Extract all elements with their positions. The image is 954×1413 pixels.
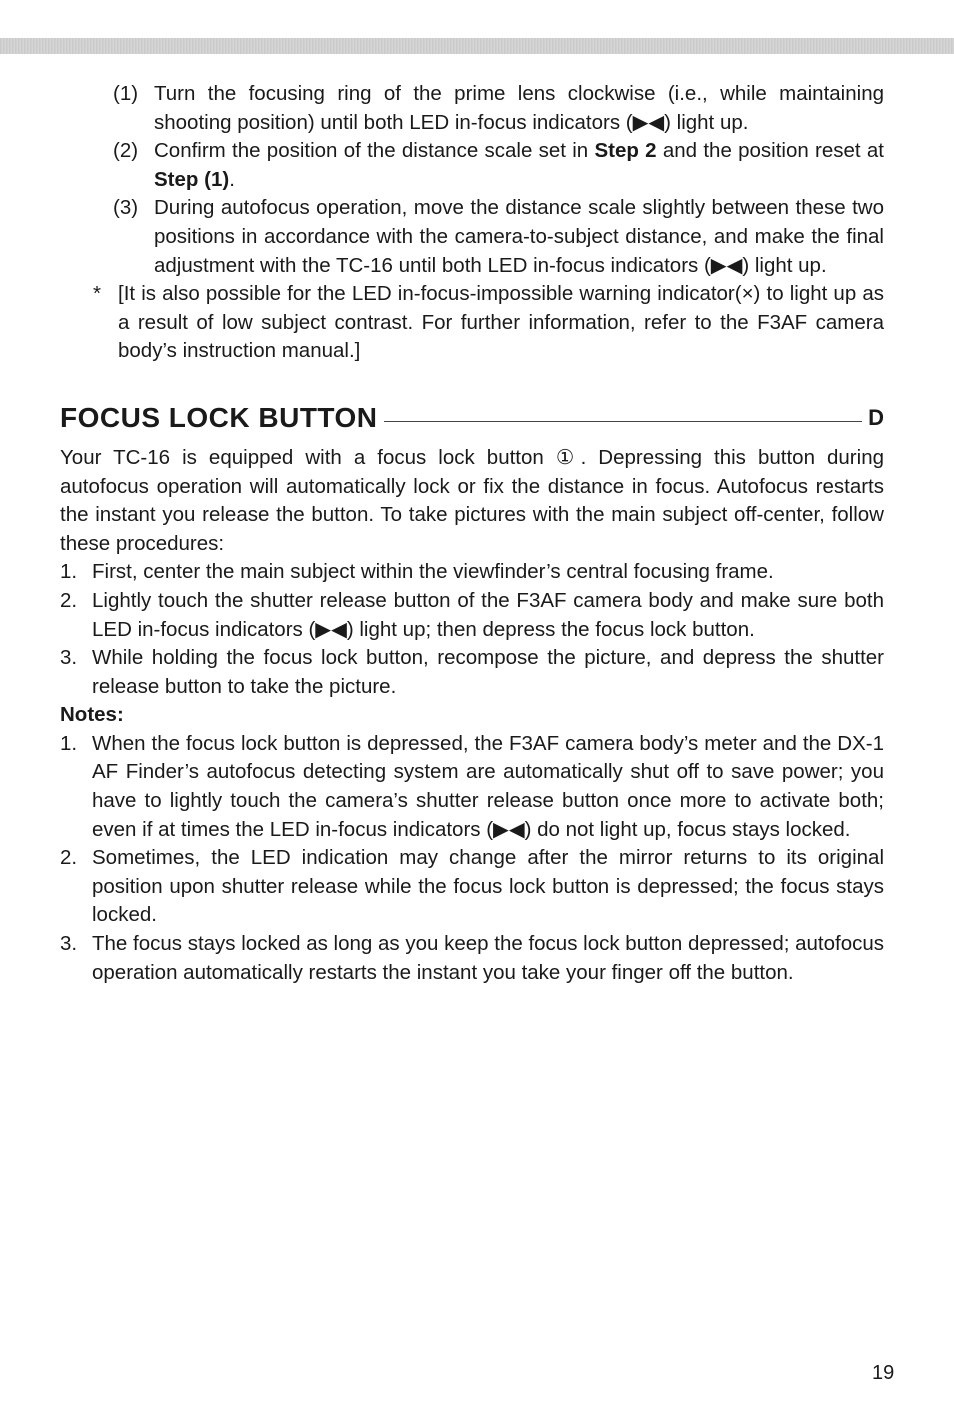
scan-edge-band [0,38,954,54]
step-item-1 [60,80,884,137]
procedure-number: 1. [60,560,78,584]
note-text: The focus stays locked as long as you keep the focus lock button depressed; autofocus operation automatically restarts the instant you take your finger off the button. [92,932,885,984]
heading-mark: D [868,404,884,430]
step-ref-bold: Step (1) [154,167,230,191]
heading-rule-line [384,421,863,422]
procedure-number: 2. [60,588,78,612]
section-heading: FOCUS LOCK BUTTON [60,401,378,433]
procedure-item-3 [60,644,884,701]
step-text-pre: Confirm the position of the distance scale set in [154,139,595,163]
note-number: 3. [60,932,78,956]
notes-list [60,730,884,987]
asterisk-note [60,280,884,366]
note-item-2 [60,844,884,930]
note-item-1 [60,730,884,844]
notes-title: Notes: [60,703,124,727]
asterisk-mark: * [93,282,101,306]
procedure-text: While holding the focus lock button, recompose the picture, and depress the shutter release button to take the picture. [92,646,884,698]
step-item-3 [60,194,884,280]
note-item-3 [60,930,884,987]
note-number: 1. [60,731,78,755]
step-text-mid: and the position reset at [656,139,884,163]
procedure-text: Lightly touch the shutter release button of the F3AF camera body and make sure both LED in-focus indicators (▶◀) light up; then depress the focus lock button. [92,588,884,641]
note-text: When the focus lock button is depressed, the F3AF camera body’s meter and the DX-1 AF Finder’s autofocus detecting system are automatically shut off to save power; you have to lightly touch the camera’s shutter release button once more to activate both; even if at times the LED in-focus indicators (▶◀) do not light up, focus stays locked. [92,731,884,841]
page-content [60,80,884,987]
page-number: 19 [872,1362,895,1384]
note-number: 2. [60,846,78,870]
step-number: (3) [113,196,139,220]
step-number: (1) [113,82,139,105]
procedure-number: 3. [60,646,78,670]
step-number: (2) [113,139,139,163]
note-text: Sometimes, the LED indication may change after the mirror returns to its original position upon shutter release while the focus lock button is depressed; the focus stays locked. [92,846,884,927]
asterisk-note-text: [It is also possible for the LED in-focus-impossible warning indicator(×) to light up as a result of low subject contrast. For further information, refer to the F3AF camera body’s instruction manual.] [118,282,884,363]
procedure-item-2 [60,587,884,644]
section-heading-row [60,398,884,438]
step-item-2 [60,137,884,194]
procedure-item-1 [60,558,884,587]
step-ref-bold: Step 2 [594,139,657,163]
section-intro: Your TC-16 is equipped with a focus lock button ①. Depressing this button during autofocus operation will automatically lock or fix the distance in focus. Autofocus restarts the instant you release the button. To take pictures with the main subject off-center, follow these procedures: [60,445,884,555]
step-text: Turn the focusing ring of the prime lens clockwise (i.e., while maintaining shooting position) until both LED in-focus indicators (▶◀) light up. [154,82,884,134]
adjustment-steps [60,80,884,366]
step-text: During autofocus operation, move the distance scale slightly between these two positions in accordance with the camera-to-subject distance, and make the final adjustment with the TC-16 until both LED in-focus indicators (▶◀) light up. [154,196,884,277]
procedure-list [60,558,884,701]
procedure-text: First, center the main subject within the viewfinder’s central focusing frame. [92,560,774,584]
step-text-post: . [229,167,235,191]
